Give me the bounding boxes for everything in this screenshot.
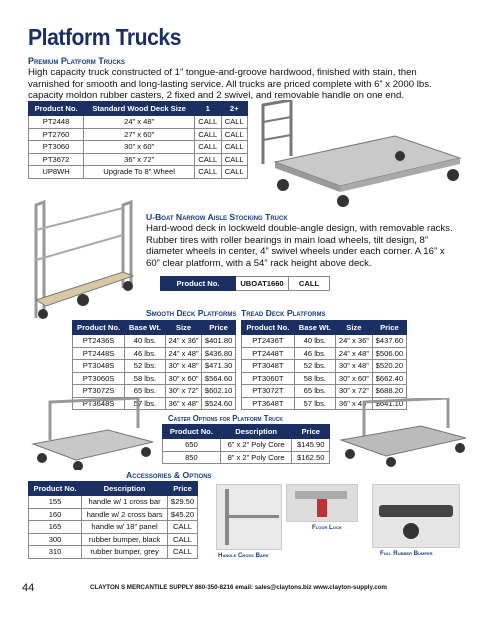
table-cell: 24” x 48” <box>335 347 372 360</box>
table-cell: CALL <box>221 116 248 129</box>
table-cell: 57 lbs. <box>125 397 166 410</box>
table-cell: $564.60 <box>202 372 236 385</box>
table-row <box>242 372 407 385</box>
col-header: Price <box>168 482 198 496</box>
table-cell: $401.80 <box>202 335 236 348</box>
col-header: Description <box>82 482 168 496</box>
smooth-heading: Smooth Deck Platforms <box>146 308 237 318</box>
table-cell: 27” x 60” <box>84 128 195 141</box>
table-cell: $688.20 <box>372 385 406 398</box>
col-header: Product No. <box>29 102 84 116</box>
col-header: Base Wt. <box>294 321 335 335</box>
table-cell: CALL <box>195 128 221 141</box>
table-cell: CALL <box>195 141 221 154</box>
table-cell: $471.30 <box>202 360 236 373</box>
table-cell: $29.50 <box>168 496 198 509</box>
table-row <box>73 372 236 385</box>
col-header: Product No. <box>29 482 82 496</box>
table-row <box>29 141 248 154</box>
table-row <box>29 533 198 546</box>
table-cell: 160 <box>29 508 82 521</box>
table-row <box>29 521 198 534</box>
table-cell: 650 <box>163 439 221 452</box>
table-cell: PT2436T <box>242 335 295 348</box>
table-cell: 850 <box>163 451 221 464</box>
uboat-heading: U-Boat Narrow Aisle Stocking Truck <box>146 212 288 222</box>
table-cell: 40 lbs. <box>294 335 335 348</box>
table-cell: 57 lbs. <box>294 397 335 410</box>
table-row <box>73 335 236 348</box>
table-cell: 24” x 36” <box>165 335 201 348</box>
smooth-deck-image <box>28 398 158 470</box>
page-title: Platform Trucks <box>28 24 182 50</box>
table-cell: 36” x 72” <box>84 153 195 166</box>
bumper-image <box>372 484 460 548</box>
table-cell: PT3048S <box>73 360 125 373</box>
table-row <box>29 128 248 141</box>
table-cell: PT3060 <box>29 141 84 154</box>
col-header: Product No. <box>73 321 125 335</box>
table-cell: UP8WH <box>29 166 84 179</box>
table-cell: $437.60 <box>372 335 406 348</box>
table-row <box>29 508 198 521</box>
uboat-product-label: Product No. <box>161 277 236 291</box>
table-cell: PT2448T <box>242 347 295 360</box>
table-row <box>163 451 330 464</box>
table-cell: 30” x 60” <box>84 141 195 154</box>
table-cell: handle w/ 18” panel <box>82 521 168 534</box>
table-cell: $524.60 <box>202 397 236 410</box>
table-cell: CALL <box>168 546 198 559</box>
table-cell: 58 lbs. <box>294 372 335 385</box>
table-cell: 30” x 72” <box>165 385 201 398</box>
table-cell: $520.20 <box>372 360 406 373</box>
table-row <box>29 496 198 509</box>
caster-rows <box>163 439 330 464</box>
table-cell: 36” x 48” <box>335 397 372 410</box>
table-cell: 6” x 2” Poly Core <box>220 439 292 452</box>
col-header: Size <box>335 321 372 335</box>
table-cell: 36” x 48” <box>165 397 201 410</box>
table-cell: PT3648T <box>242 397 295 410</box>
table-cell: 40 lbs. <box>125 335 166 348</box>
platform-truck-image <box>255 100 475 210</box>
premium-rows <box>29 116 248 179</box>
col-header: 2+ <box>221 102 248 116</box>
table-row <box>163 439 330 452</box>
table-row <box>73 347 236 360</box>
table-cell: CALL <box>221 128 248 141</box>
table-cell: handle w/ 2 cross bars <box>82 508 168 521</box>
page-number: 44 <box>22 582 35 594</box>
col-header: Price <box>372 321 406 335</box>
table-cell: PT2436S <box>73 335 125 348</box>
table-cell: CALL <box>195 116 221 129</box>
table-cell: rubber bumper, grey <box>82 546 168 559</box>
table-cell: CALL <box>221 153 248 166</box>
col-header: Standard Wood Deck Size <box>84 102 195 116</box>
table-cell: CALL <box>221 166 248 179</box>
table-cell: PT3072T <box>242 385 295 398</box>
table-cell: 52 lbs. <box>125 360 166 373</box>
table-cell: PT2760 <box>29 128 84 141</box>
table-cell: 24” x 36” <box>335 335 372 348</box>
col-header: Product No. <box>163 425 221 439</box>
table-row <box>242 360 407 373</box>
caster-table <box>162 424 330 464</box>
table-cell: 46 lbs. <box>125 347 166 360</box>
tread-deck-image <box>336 398 471 468</box>
table-cell: CALL <box>168 533 198 546</box>
table-cell: 30” x 60” <box>165 372 201 385</box>
uboat-table <box>160 276 330 291</box>
premium-table <box>28 101 248 179</box>
uboat-product-no: UBOAT1660 <box>236 277 289 291</box>
table-cell: $45.20 <box>168 508 198 521</box>
uboat-truck-image <box>28 200 143 325</box>
table-row <box>242 385 407 398</box>
handle-caption: Handle Cross Bars <box>218 552 269 559</box>
table-cell: 300 <box>29 533 82 546</box>
table-cell: PT3060T <box>242 372 295 385</box>
accessories-table <box>28 481 198 559</box>
table-cell: 24” x 48” <box>84 116 195 129</box>
table-cell: $436.80 <box>202 347 236 360</box>
table-row <box>29 546 198 559</box>
table-row <box>73 360 236 373</box>
table-cell: $602.10 <box>202 385 236 398</box>
tread-table <box>241 320 407 410</box>
col-header: 1 <box>195 102 221 116</box>
col-header: Size <box>165 321 201 335</box>
table-cell: CALL <box>221 141 248 154</box>
col-header: Product No. <box>242 321 295 335</box>
table-cell: 165 <box>29 521 82 534</box>
table-cell: $506.00 <box>372 347 406 360</box>
premium-description: High capacity truck constructed of 1” tongue-and-groove hardwood, finished with stain, then varnished for smooth and long-lasting service. All trucks are priced complete with 6” x 2000 lbs. capacity moldon rubber casters, 2 fixed and 2 swivel, and removable handle on one end. <box>28 67 432 101</box>
table-cell: $145.90 <box>292 439 330 452</box>
col-header: Price <box>292 425 330 439</box>
handle-image <box>216 484 282 550</box>
uboat-price: CALL <box>289 277 330 291</box>
table-cell: handle w/ 1 cross bar <box>82 496 168 509</box>
accessories-rows <box>29 496 198 559</box>
table-cell: 8” x 2” Poly Core <box>220 451 292 464</box>
col-header: Base Wt. <box>125 321 166 335</box>
table-cell: 46 lbs. <box>294 347 335 360</box>
bumper-caption: Full Rubber Bumper <box>380 550 433 557</box>
accessories-heading: Accessories & Options <box>126 470 212 480</box>
table-cell: 65 lbs. <box>125 385 166 398</box>
table-row <box>242 335 407 348</box>
table-cell: 30” x 72” <box>335 385 372 398</box>
smooth-table <box>72 320 236 410</box>
table-cell: CALL <box>195 153 221 166</box>
table-row <box>73 385 236 398</box>
table-cell: Upgrade To 8” Wheel <box>84 166 195 179</box>
table-cell: PT3648S <box>73 397 125 410</box>
table-cell: $662.40 <box>372 372 406 385</box>
table-cell: CALL <box>195 166 221 179</box>
table-cell: PT3060S <box>73 372 125 385</box>
table-cell: PT2448S <box>73 347 125 360</box>
floor-lock-caption: Floor Lock <box>312 524 342 531</box>
table-cell: 30” x 48” <box>335 360 372 373</box>
table-cell: PT3672 <box>29 153 84 166</box>
table-cell: rubber bumper, black <box>82 533 168 546</box>
caster-heading: Caster Options for Platform Truck <box>168 414 283 423</box>
col-header: Price <box>202 321 236 335</box>
table-cell: 30” x 48” <box>165 360 201 373</box>
table-row <box>242 347 407 360</box>
table-cell: CALL <box>168 521 198 534</box>
table-cell: PT3048T <box>242 360 295 373</box>
table-cell: PT3072S <box>73 385 125 398</box>
footer-text: CLAYTON S MERCANTILE SUPPLY 860-350-8216 email: sales@claytons.biz www.clayton-supply.com <box>90 584 387 591</box>
table-cell: $641.10 <box>372 397 406 410</box>
table-cell: 310 <box>29 546 82 559</box>
table-cell: 52 lbs. <box>294 360 335 373</box>
table-cell: 24” x 48” <box>165 347 201 360</box>
uboat-description: Hard-wood deck in lockweld double-angle design, with removable racks. Rubber tires with roller bearings in main load wheels, tilt design, 8” diameter wheels in center, 4” swivel wheels under each corner. A 16” x 60” clear platform, with a 54” rack height above deck. <box>146 223 453 269</box>
table-cell: 58 lbs. <box>125 372 166 385</box>
floor-lock-image <box>286 484 358 522</box>
tread-heading: Tread Deck Platforms <box>241 308 326 318</box>
table-cell: $162.50 <box>292 451 330 464</box>
table-cell: 155 <box>29 496 82 509</box>
premium-heading: Premium Platform Trucks <box>28 56 126 66</box>
table-cell: 30” x 60” <box>335 372 372 385</box>
table-cell: PT2448 <box>29 116 84 129</box>
table-cell: 65 lbs. <box>294 385 335 398</box>
table-row <box>29 116 248 129</box>
table-row <box>29 166 248 179</box>
col-header: Description <box>220 425 292 439</box>
table-row <box>29 153 248 166</box>
